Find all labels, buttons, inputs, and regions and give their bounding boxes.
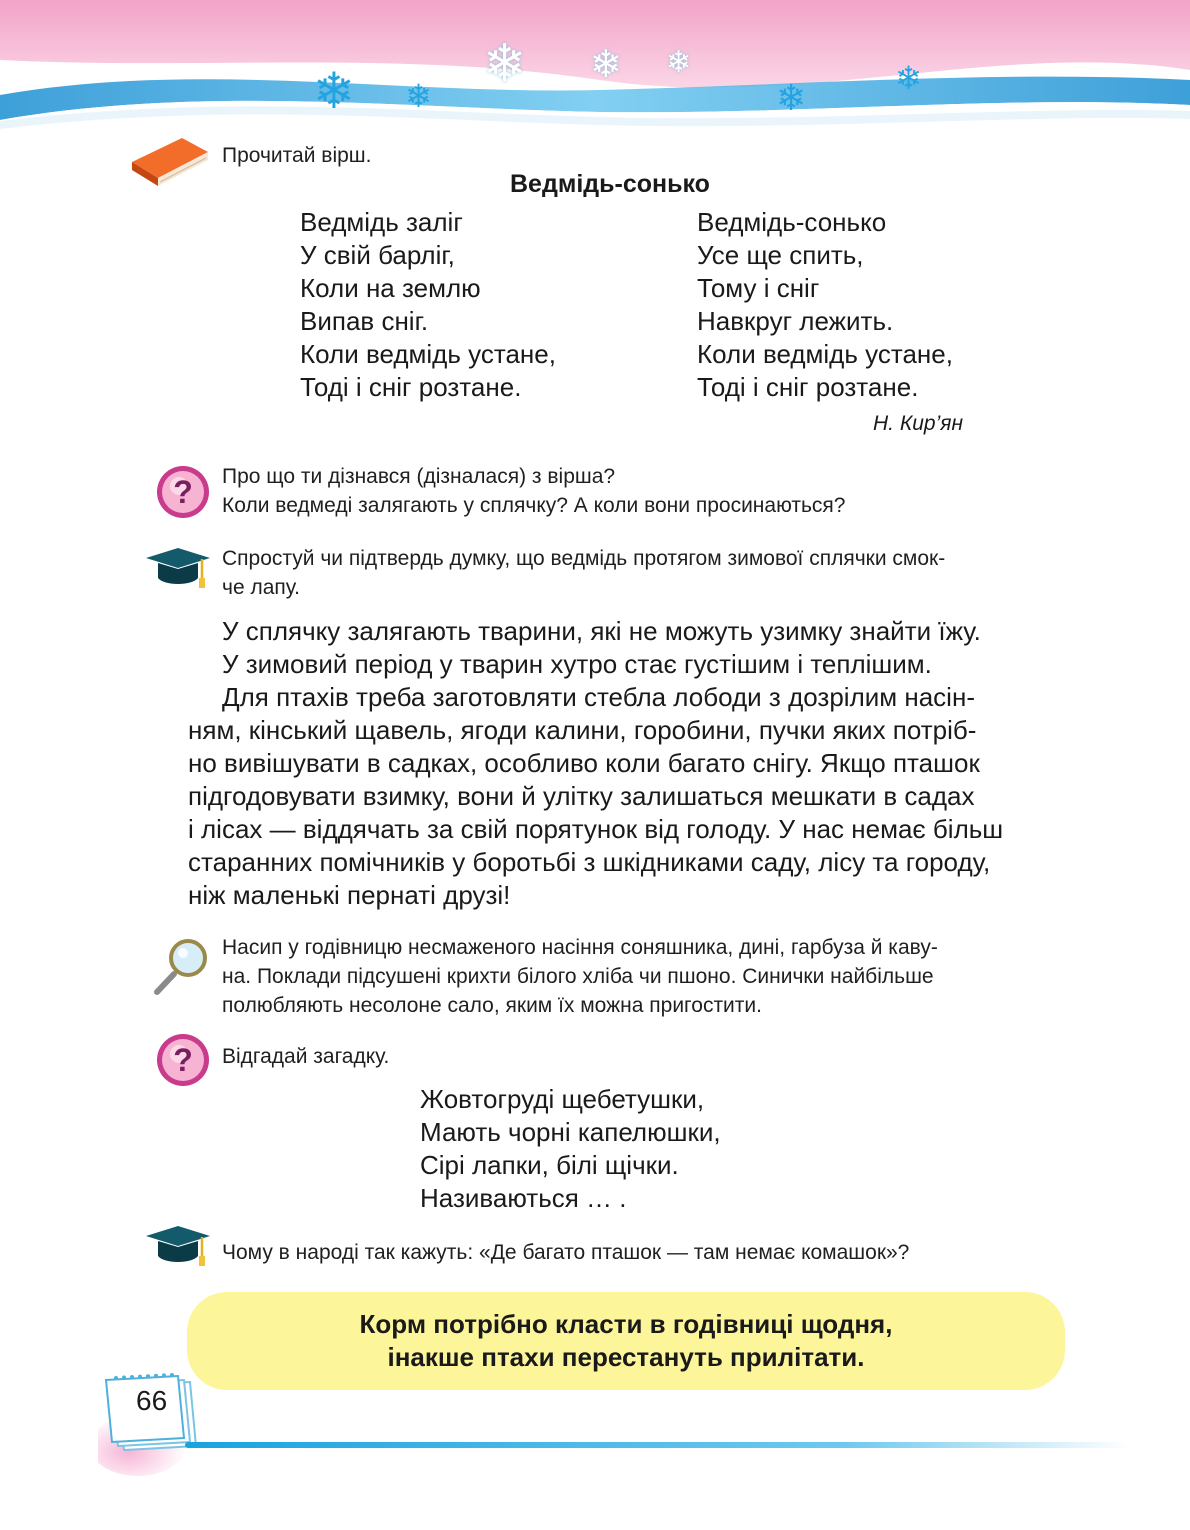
svg-text:?: ?: [173, 474, 193, 510]
graduation-cap-icon: [144, 546, 212, 590]
bottom-divider: [185, 1442, 1130, 1448]
snowflake-icon: ❄: [590, 44, 622, 86]
poem-line: Усе ще спить,: [697, 240, 864, 270]
explore-line: Насип у годівницю несмаженого насіння соняшника, дині, гарбуза й каву-: [222, 936, 938, 959]
refute-line: Спростуй чи підтвердь думку, що ведмідь протягом зимової сплячки смок-: [222, 547, 946, 570]
riddle: [420, 1083, 721, 1215]
riddle-line: Називаються … .: [420, 1183, 627, 1213]
poem-author: Н. Кир’ян: [873, 412, 964, 435]
text-line: У зимовий період у тварин хутро стає густішим і теплішим.: [222, 649, 932, 679]
poem-left-stanza: [300, 206, 556, 404]
instruction-read-poem: Прочитай вірш.: [222, 144, 372, 167]
poem-line: Ведмідь-сонько: [697, 207, 887, 237]
svg-text:?: ?: [173, 1042, 193, 1078]
text-line: Для птахів треба заготовляти стебла лободи з дозрілим насін-: [222, 682, 975, 712]
poem-line: Коли ведмідь устане,: [300, 339, 556, 369]
snowflake-icon: ❄: [776, 77, 807, 118]
question-icon: [155, 464, 211, 520]
poem-title: Ведмідь-сонько: [510, 170, 710, 198]
refute-task: [222, 544, 945, 602]
text-line: ням, кінський щавель, ягоди калини, горобини, пучки яких потріб-: [188, 715, 977, 745]
riddle-line: Мають чорні капелюшки,: [420, 1117, 721, 1147]
poem-line: Коли ведмідь устане,: [697, 339, 953, 369]
explore-line: на. Поклади підсушені крихти білого хліба чи пшоно. Синички найбільше: [222, 965, 934, 988]
poem-right-stanza: [697, 206, 953, 404]
question-line: Про що ти дізнався (дізналася) з вірша?: [222, 465, 616, 488]
poem-line: У свій барліг,: [300, 240, 455, 270]
snowflake-icon: ❄: [666, 46, 692, 79]
poem-line: Тому і сніг: [697, 273, 820, 303]
magnifier-icon: [152, 936, 212, 996]
text-line: но вивішувати в садках, особливо коли багато снігу. Якщо пташок: [188, 748, 980, 778]
main-text: [188, 615, 1066, 912]
snowflake-icon: ❄: [313, 63, 355, 119]
explore-line: полюбляють несолоне сало, яким їх можна пригостити.: [222, 994, 762, 1017]
riddle-intro: Відгадай загадку.: [222, 1045, 390, 1068]
page-number: 66: [136, 1385, 168, 1416]
text-line: старанних помічників у боротьбі з шкідниками саду, лісу та городу,: [188, 847, 991, 877]
snowflake-icon: ❄: [405, 78, 432, 114]
graduation-cap-icon: [144, 1224, 212, 1268]
text-line: підгодовувати взимку, вони й улітку залишаться мешкати в садах: [188, 781, 975, 811]
snowflake-icon: ❄: [895, 60, 922, 96]
note-line: Корм потрібно класти в годівниці щодня,: [359, 1309, 893, 1339]
important-note: [187, 1292, 1065, 1390]
poem-line: Тоді і сніг розтане.: [697, 372, 919, 402]
question-line: Коли ведмеді залягають у сплячку? А коли вони просинаються?: [222, 494, 846, 517]
text-line: У сплячку залягають тварини, які не можуть узимку знайти їжу.: [222, 616, 981, 646]
proverb-task: Чому в народі так кажуть: «Де багато пташок — там немає комашок»?: [222, 1241, 910, 1264]
riddle-line: Сірі лапки, білі щічки.: [420, 1150, 679, 1180]
poem-line: Коли на землю: [300, 273, 481, 303]
book-icon: [128, 132, 210, 188]
poem-line: Випав сніг.: [300, 306, 429, 336]
poem-line: Ведмідь заліг: [300, 207, 463, 237]
text-line: і лісах — віддячать за свій порятунок від голоду. У нас немає більш: [188, 814, 1004, 844]
poem-line: Навкруг лежить.: [697, 306, 894, 336]
questions-block: [222, 462, 845, 520]
poem-line: Тоді і сніг розтане.: [300, 372, 522, 402]
question-icon: [155, 1032, 211, 1088]
calendar-icon: [98, 1366, 208, 1476]
refute-line: че лапу.: [222, 576, 300, 599]
text-line: ніж маленькі пернаті друзі!: [188, 880, 511, 910]
note-line: інакше птахи перестануть прилітати.: [387, 1342, 865, 1372]
riddle-line: Жовтогруді щебетушки,: [420, 1084, 705, 1114]
explore-task: [222, 933, 938, 1020]
snowflake-icon: ❄: [483, 35, 527, 93]
